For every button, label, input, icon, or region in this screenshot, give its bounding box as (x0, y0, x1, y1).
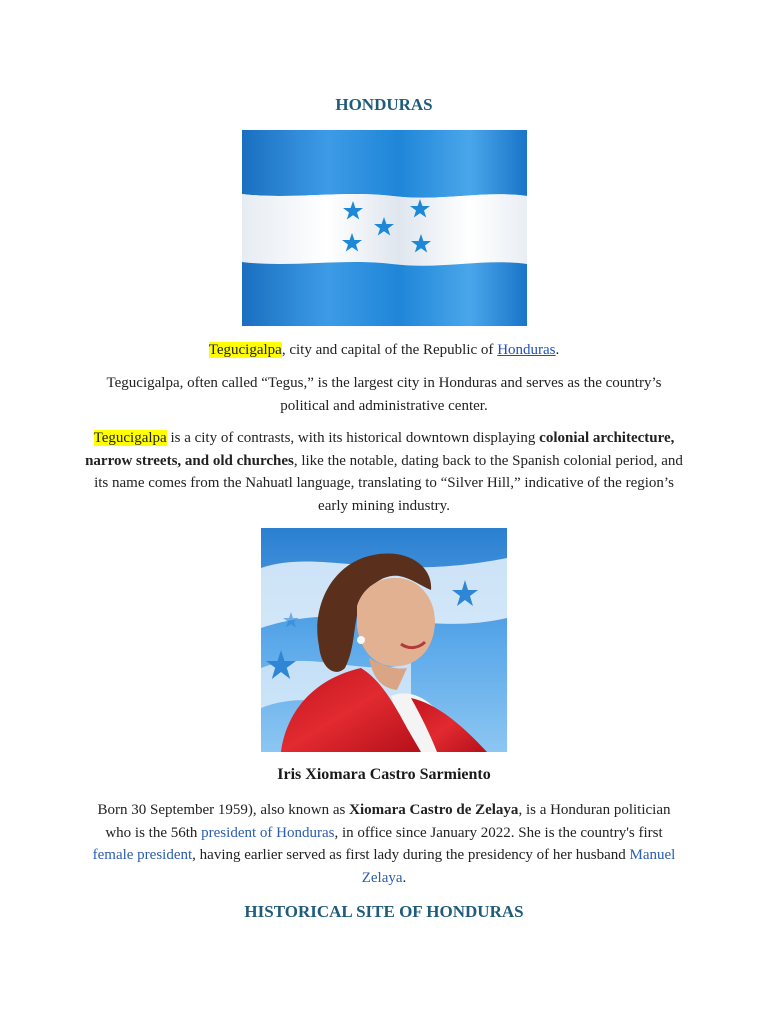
contrasts-paragraph: Tegucigalpa is a city of contrasts, with its historical downtown displaying colonial architecture, narrow streets, and old churches, like the notable, dating back to the Spanish colonial period, and its name comes from the Nahuatl language, translating to “Silver Hill,” indicative of the region’s early mining industry. (85, 430, 683, 514)
portrait-photo (261, 528, 507, 752)
president-of-honduras-link[interactable]: president of Honduras (201, 824, 335, 841)
page-title: HONDURAS (335, 95, 433, 114)
manuel-zelaya-link[interactable]: Manuel Zelaya (361, 847, 676, 886)
tegus-paragraph: Tegucigalpa, often called “Tegus,” is the largest city in Honduras and serves as the country’s political and administrative center. (106, 375, 662, 414)
highlighted-term: Tegucigalpa (208, 342, 282, 358)
intro-paragraph: Tegucigalpa, city and capital of the Republic of Honduras. (208, 342, 560, 358)
person-name-heading: Iris Xiomara Castro Sarmiento (277, 766, 491, 783)
highlighted-term: Tegucigalpa (93, 430, 167, 446)
section-heading: HISTORICAL SITE OF HONDURAS (244, 902, 524, 921)
honduras-flag-image (242, 130, 527, 326)
bio-paragraph: Born 30 September 1959), also known as Xiomara Castro de Zelaya, is a Honduran politician who is the 56th president of Honduras, in office since January 2022. She is the country's first female president, having earlier served as first lady during the presidency of her husband Manuel Zelaya. (92, 802, 676, 886)
honduras-link[interactable]: Honduras (497, 342, 556, 358)
female-president-link[interactable]: female president (92, 847, 193, 863)
